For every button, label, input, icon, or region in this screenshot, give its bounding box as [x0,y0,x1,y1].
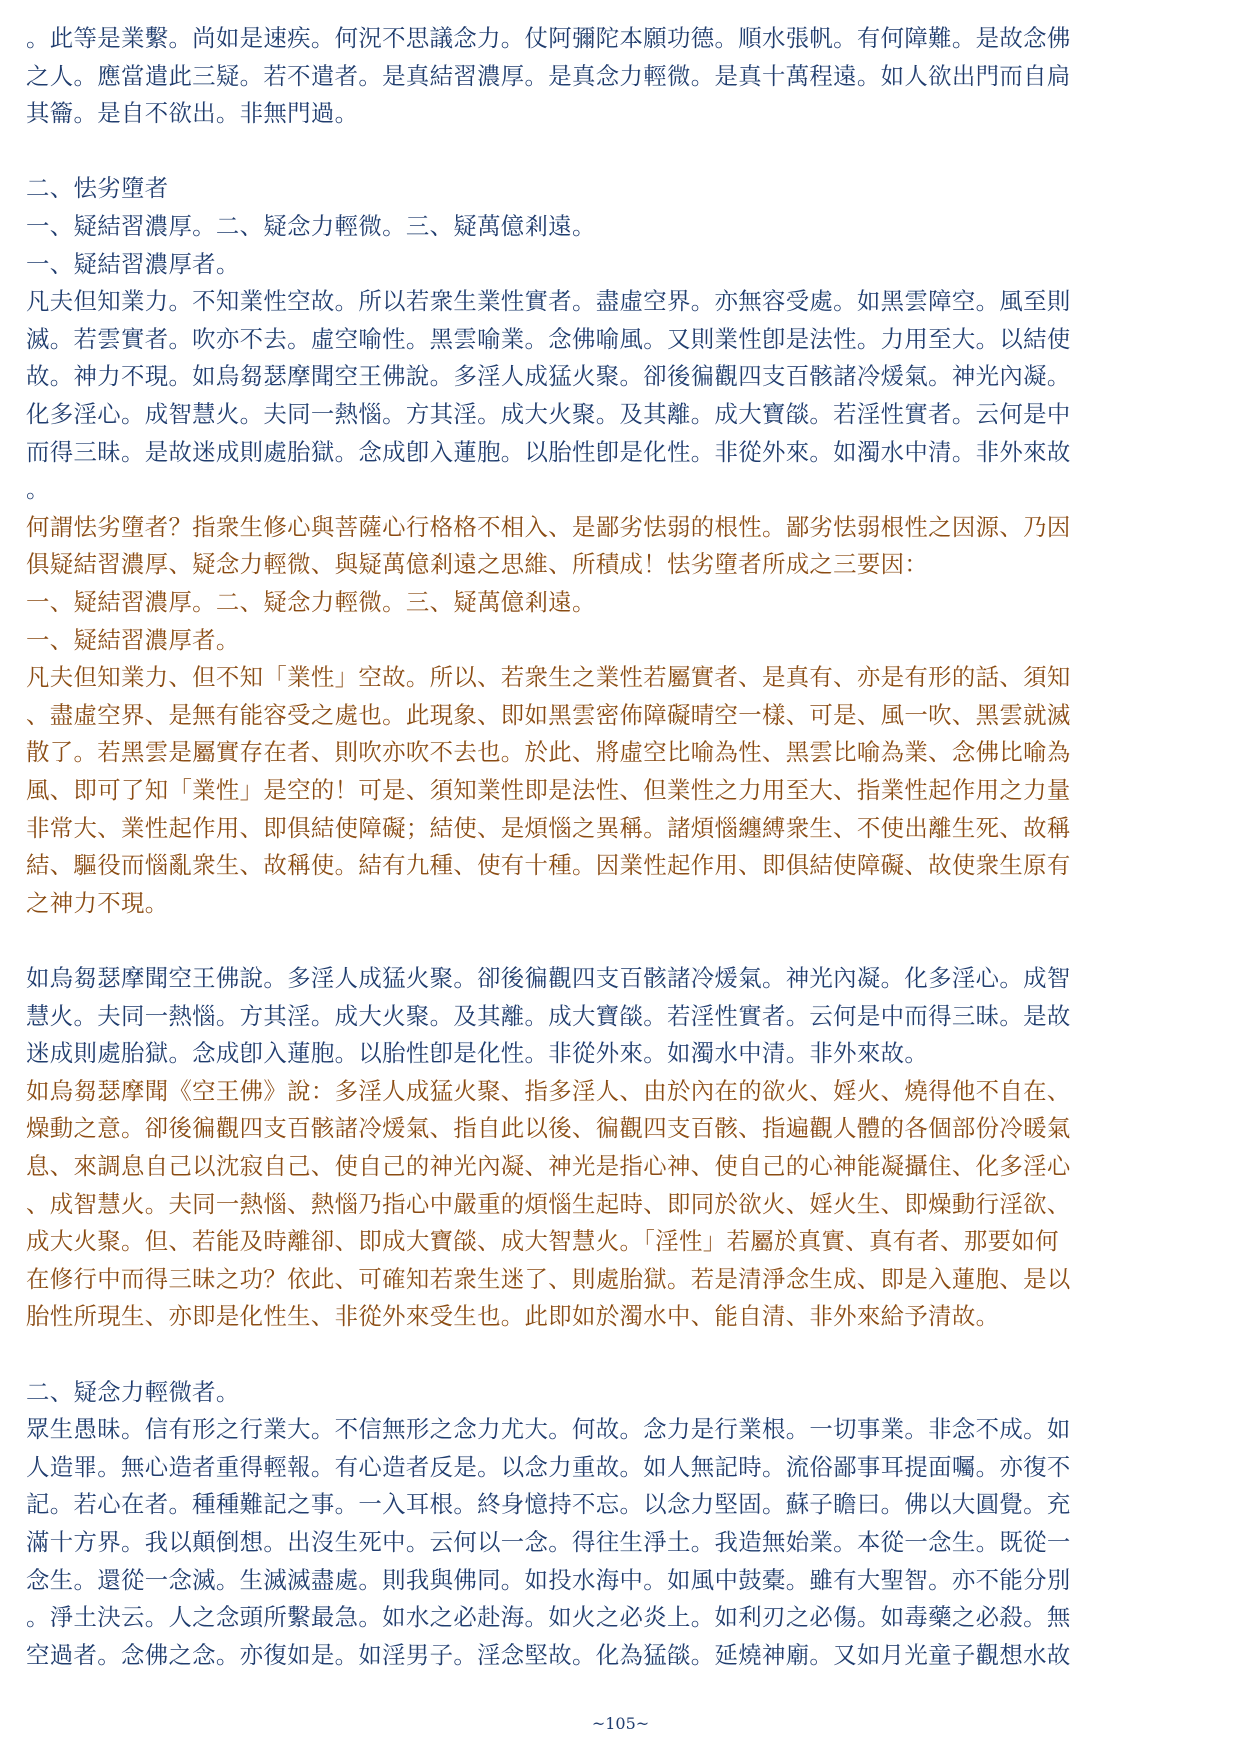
text-line: 空過者。念佛之念。亦復如是。如淫男子。淫念堅故。化為猛燄。延燒神廟。又如月光童子觀想水故 [26,1640,1071,1669]
text-line: 非常大、業性起作用、即俱結使障礙；結使、是煩惱之異稱。諸煩惱纏縛衆生、不使出離生死、故稱 [26,813,1071,842]
text-line: 何謂怯劣墮者？指衆生修心與菩薩心行格格不相入、是鄙劣怯弱的根性。鄙劣怯弱根性之因源、乃因 [26,512,1071,541]
text-line: 俱疑結習濃厚、疑念力輕微、與疑萬億剎遠之思維、所積成！怯劣墮者所成之三要因： [26,550,929,579]
text-line [26,133,1222,169]
text-line: 眾生愚昧。信有形之行業大。不信無形之念力尤大。何故。念力是行業根。一切事業。非念不成。如 [26,1415,1071,1444]
text-line: 記。若心在者。種種難記之事。一入耳根。終身憶持不忘。以念力堅固。蘇子瞻曰。佛以大圓覺。充 [26,1490,1071,1519]
text-line: 一、疑結習濃厚者。 [26,249,240,278]
text-line: 燥動之意。卻後徧觀四支百骸諸冷煖氣、指自此以後、徧觀四支百骸、指遍觀人體的各個部份冷暖氣 [26,1114,1071,1143]
text-line: 人造罪。無心造者重得輕報。有心造者反是。以念力重故。如人無記時。流俗鄙事耳提面囑。亦復不 [26,1452,1071,1481]
text-line [26,1336,1222,1372]
text-line: 息、來調息自己以沈寂自己、使自己的神光內凝、神光是指心神、使自己的心神能凝攝住、化多淫心 [26,1152,1071,1180]
text-line: 風、即可了知「業性」是空的！可是、須知業性即是法性、但業性之力用至大、指業性起作用之力量 [26,776,1071,804]
text-line: 其籥。是自不欲出。非無門過。 [26,99,359,128]
text-line: 故。神力不現。如烏芻瑟摩聞空王佛說。多淫人成猛火聚。卻後徧觀四支百骸諸冷煖氣。神光內凝。 [26,362,1071,391]
text-line: 胎性所現生、亦即是化性生、非從外來受生也。此即如於濁水中、能自清、非外來給予清故。 [26,1302,1000,1331]
text-line: 。 [26,475,50,504]
text-line: 如烏芻瑟摩聞《空王佛》說：多淫人成猛火聚、指多淫人、由於內在的欲火、婬火、燒得他不自在、 [26,1076,1071,1105]
text-line: 。此等是業繫。尚如是速疾。何況不思議念力。仗阿彌陀本願功德。順水張帆。有何障難。是故念佛 [26,24,1071,52]
text-line: 之人。應當遣此三疑。若不遣者。是真結習濃厚。是真念力輕微。是真十萬程遠。如人欲出門而自扃 [26,61,1071,90]
text-line: 之神力不現。 [26,888,169,917]
text-line: 結、驅役而惱亂衆生、故稱使。結有九種、使有十種。因業性起作用、即俱結使障礙、故使衆生原有 [26,851,1071,880]
text-line: 二、怯劣墮者 [26,174,169,203]
page-number: ~105~ [591,1714,650,1733]
text-line: 如烏芻瑟摩聞空王佛說。多淫人成猛火聚。卻後徧觀四支百骸諸冷煖氣。神光內凝。化多淫心。成智 [26,964,1071,992]
text-line: 、成智慧火。夫同一熱惱、熱惱乃指心中嚴重的煩惱生起時、即同於欲火、婬火生、即燥動行淫欲、 [26,1189,1071,1218]
text-line [26,922,1222,958]
text-line: 凡夫但知業力。不知業性空故。所以若衆生業性實者。盡虛空界。亦無容受處。如黑雲障空。風至則 [26,287,1071,316]
text-line: 一、疑結習濃厚。二、疑念力輕微。三、疑萬億剎遠。 [26,588,596,616]
text-line: 。淨土決云。人之念頭所繫最急。如水之必赴海。如火之必炎上。如利刃之必傷。如毒藥之必殺。無 [26,1603,1071,1632]
text-line: 慧火。夫同一熱惱。方其淫。成大火聚。及其離。成大寶燄。若淫性實者。云何是中而得三昧。是故 [26,1001,1071,1030]
text-line: 散了。若黑雲是屬實存在者、則吹亦吹不去也。於此、將虛空比喻為性、黑雲比喻為業、念佛比喻為 [26,738,1071,767]
text-line: 滿十方界。我以顛倒想。出沒生死中。云何以一念。得往生淨土。我造無始業。本從一念生。既從一 [26,1528,1071,1556]
text-line: 在修行中而得三昧之功？依此、可確知若衆生迷了、則處胎獄。若是清淨念生成、即是入蓮胞、是以 [26,1264,1071,1293]
text-line: 而得三昧。是故迷成則處胎獄。念成卽入蓮胞。以胎性卽是化性。非從外來。如濁水中清。非外來故 [26,437,1071,466]
text-line: 滅。若雲實者。吹亦不去。虛空喻性。黑雲喻業。念佛喻風。又則業性卽是法性。力用至大。以結使 [26,324,1071,353]
text-line: 成大火聚。但、若能及時離卻、即成大寶燄、成大智慧火。「淫性」若屬於真實、真有者、那要如何 [26,1227,1059,1256]
text-line: 、盡虛空界、是無有能容受之處也。此現象、即如黑雲密佈障礙晴空一樣、可是、風一吹、黑雲就滅 [26,700,1071,729]
text-line: 一、疑結習濃厚。二、疑念力輕微。三、疑萬億剎遠。 [26,212,596,240]
text-line: 念生。還從一念滅。生滅滅盡處。則我與佛同。如投水海中。如風中鼓橐。雖有大聖智。亦不能分別 [26,1565,1071,1594]
text-line: 一、疑結習濃厚者。 [26,625,240,654]
text-line: 化多淫心。成智慧火。夫同一熱惱。方其淫。成大火聚。及其離。成大寶燄。若淫性實者。云何是中 [26,400,1071,428]
text-line: 二、疑念力輕微者。 [26,1377,240,1406]
text-line: 迷成則處胎獄。念成卽入蓮胞。以胎性卽是化性。非從外來。如濁水中清。非外來故。 [26,1039,929,1068]
text-line: 凡夫但知業力、但不知「業性」空故。所以、若衆生之業性若屬實者、是真有、亦是有形的話、須知 [26,663,1071,692]
